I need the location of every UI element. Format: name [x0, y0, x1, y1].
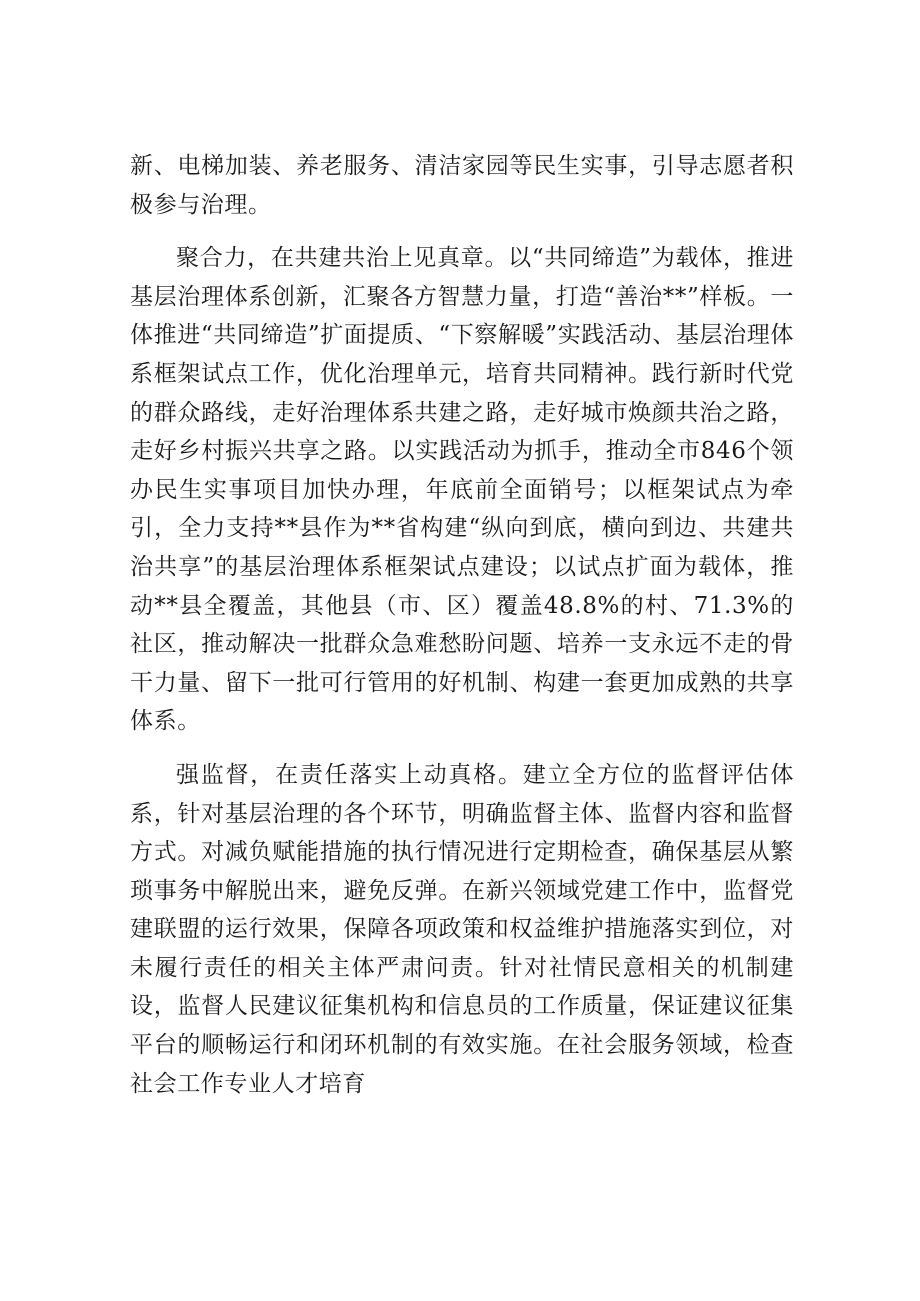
document-body — [130, 147, 794, 1118]
paragraph-continuation: 新、电梯加装、养老服务、清洁家园等民生实事，引导志愿者积极参与治理。 — [130, 153, 794, 218]
paragraph-cooperation: 聚合力，在共建共治上见真章。以“共同缔造”为载体，推进基层治理体系创新，汇聚各方智慧力量，打造“善治**”样板。一体推进“共同缔造”扩面提质、“下察解暖”实践活动、基层治理体系框架试点工作，优化治理单元，培育共同精神。践行新时代党的群众路线，走好治理体系共建之路，走好城市焕颜共治之路，走好乡村振兴共享之路。以实践活动为抓手，推动全市846个领办民生实事项目加快办理，年底前全面销号；以框架试点为牵引，全力支持**县作为**省构建“纵向到底，横向到边、共建共治共享”的基层治理体系框架试点建设；以试点扩面为载体，推动**县全覆盖，其他县（市、区）覆盖48.8%的村、71.3%的社区，推动解决一批群众急难愁盼问题、培养一支永远不走的骨干力量、留下一批可行管用的好机制、构建一套更加成熟的共享体系。 — [130, 245, 794, 735]
paragraph-supervision: 强监督，在责任落实上动真格。建立全方位的监督评估体系，针对基层治理的各个环节，明确监督主体、监督内容和监督方式。对减负赋能措施的执行情况进行定期检查，确保基层从繁琐事务中解脱出来，避免反弹。在新兴领域党建工作中，监督党建联盟的运行效果，保障各项政策和权益维护措施落实到位，对未履行责任的相关主体严肃问责。针对社情民意相关的机制建设，监督人民建议征集机构和信息员的工作质量，保证建议征集平台的顺畅运行和闭环机制的有效实施。在社会服务领域，检查社会工作专业人才培育 — [130, 761, 794, 1097]
